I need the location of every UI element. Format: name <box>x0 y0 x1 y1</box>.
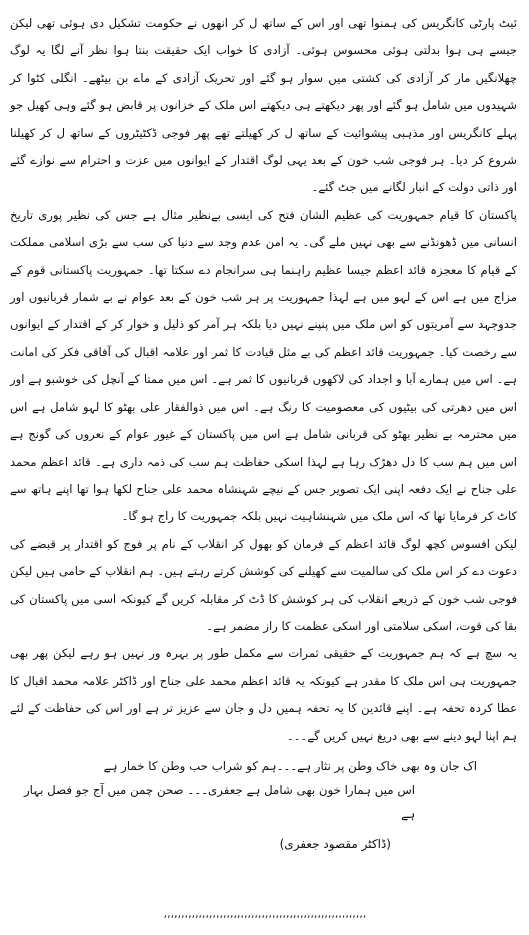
author-signature: (ڈاکٹر مقصود جعفری) <box>279 836 391 851</box>
article-paragraph-4: یہ سچ ہے کہ ہم جمہوریت کے حقیقی ثمرات سے مکمل طور پر بہرہ ور نہیں ہو رہے لیکن پھر بھی جمہوریت ہی اس ملک کا مقدر ہے کیونکہ یہ قائد اعظم محمد علی جناح اور ڈاکٹر علامہ محمد اقبال کا عطا کردہ تحفہ ہے۔ اپنے قائدین کا یہ تحفہ ہمیں دل و جان سے عزیز تر ہے اور اس کی حفاظت کے لئے ہم اپنا لہو دینے سے بھی دریغ نہیں کریں گے۔۔۔ <box>10 646 517 743</box>
poem-line-2: اس میں ہمارا خون بھی شامل ہے جعفری۔۔۔ صحن چمن میں آج جو فصل بہار ہے <box>23 782 415 821</box>
page-divider: ,,,,,,,,,,,,,,,,,,,,,,,,,,,,,,,,,,,,,,,,,,,,,,,,,,,,,,,,,, <box>163 909 367 919</box>
poem-line-1: اک جان وہ بھی خاک وطن پر نثار ہے۔۔۔ہم کو شراب حب وطن کا خمار ہے <box>103 758 477 773</box>
closing-poem <box>10 754 517 826</box>
article-paragraph-3: لیکن افسوس کچھ لوگ قائد اعظم کے فرمان کو بھول کر انقلاب کے نام پر فوج کو اقتدار پر قبضے کی دعوت دے کر اس ملک کی سالمیت سے کھیلنے کی کوشش کرتے رہتے ہیں۔ ہم انقلاب کے حامی ہیں لیکن فوجی شب خون کے ذریعے انقلاب کی ہر کوشش کا ڈٹ کر مقابلہ کریں گے کیونکہ اسی میں پاکستان کی بقا کی قوت، اسکی سلامتی اور اسکی عظمت کا راز مضمر ہے۔ <box>10 536 517 633</box>
article-paragraph-2: پاکستان کا قیام جمہوریت کی عظیم الشان فتح کی ایسی بےنظیر مثال ہے جس کی نظیر پوری تاریخ انسانی میں ڈھونڈنے سے بھی نہیں ملے گی۔ یہ امن عدم وجد سے دنیا کی سب سے بڑی اسلامی مملکت کے قیام کا معجزہ قائد اعظم جیسا عظیم راہنما ہی سرانجام دے سکتا تھا۔ جمہوریت پاکستانی قوم کے مزاج میں ہے اس کے لہو میں ہے لہذا جمہوریت پر ہر شب خون کے بعد عوام نے بے شمار قربانیوں اور جدوجہد سے آمریتوں کو اس ملک میں پنپنے نہیں دیا بلکہ ہر آمر کو ذلیل و خوار کر کے اقتدار کے ایوانوں سے رخصت کیا۔ جمہوریت قائد اعظم کی بے مثل قیادت کا ثمر اور علامہ اقبال کی آفاقی فکر کی امانت ہے۔ اس میں ہمارے آبا و اجداد کی لاکھوں قربانیوں کا ثمر ہے۔ اس میں ممتا کے آنچل کی خوشبو ہے اور اس میں دھرتی کی بیٹیوں کی معصومیت کا رنگ ہے۔ اس میں ذوالفقار علی بھٹو کا لہو شامل ہے اس میں محترمہ بے نظیر بھٹو کی قربانی شامل ہے اس میں پاکستان کے غیور عوام کے نعروں کی گونج ہے اس میں ہم سب کا دل دھڑک رہا ہے لہذا اسکی حفاظت ہم سب کی ذمہ داری ہے۔ قائد اعظم محمد علی جناح نے ایک دفعہ اپنی ایک تصویر جس کے نیچے شہنشاہ محمد علی جناح لکھا ہوا تھا اپنے ہاتھ سے کاٹ کر فرمایا تھا کہ اس ملک میں شہنشاہیت نہیں بلکہ جمہوریت کا راج ہو گا۔ <box>10 207 517 524</box>
article-paragraph-1: ئیٹ پارٹی کانگریس کی ہمنوا تھی اور اس کے ساتھ ل کر انھوں نے حکومت تشکیل دی ہوئی تھی لیکن جیسے ہی ہوا بدلتی ہوئی محسوس ہوئی۔ آزادی کا خواب ایک حقیقت بنتا ہوا نظر آنے لگا یہ لوگ چھلانگیں مار کر آزادی کی کشتی میں سوار ہو گئے اور تحریک آزادی کے ماے بن بیٹھے۔ انگلی کٹوا کر شہیدوں میں شامل ہو گئے اور پھر دیکھتے ہی دیکھتے اس ملک کے خزانوں پر قابض ہو گئے وہی کھیل جو پہلے کانگریس اور مذہبی پیشوائیت کے ساتھ ل کر کھیلتے تھے پھر فوجی ڈکٹیٹروں کے ساتھ ل کر کھیلنا شروع کر دیا۔ ہر فوجی شب خون کے بعد یہی لوگ اقتدار کے ایوانوں میں عزت و احترام سے نوازے گئے اور ذاتی دولت کے انبار لگانے میں جٹ گئے۔ <box>10 16 517 195</box>
